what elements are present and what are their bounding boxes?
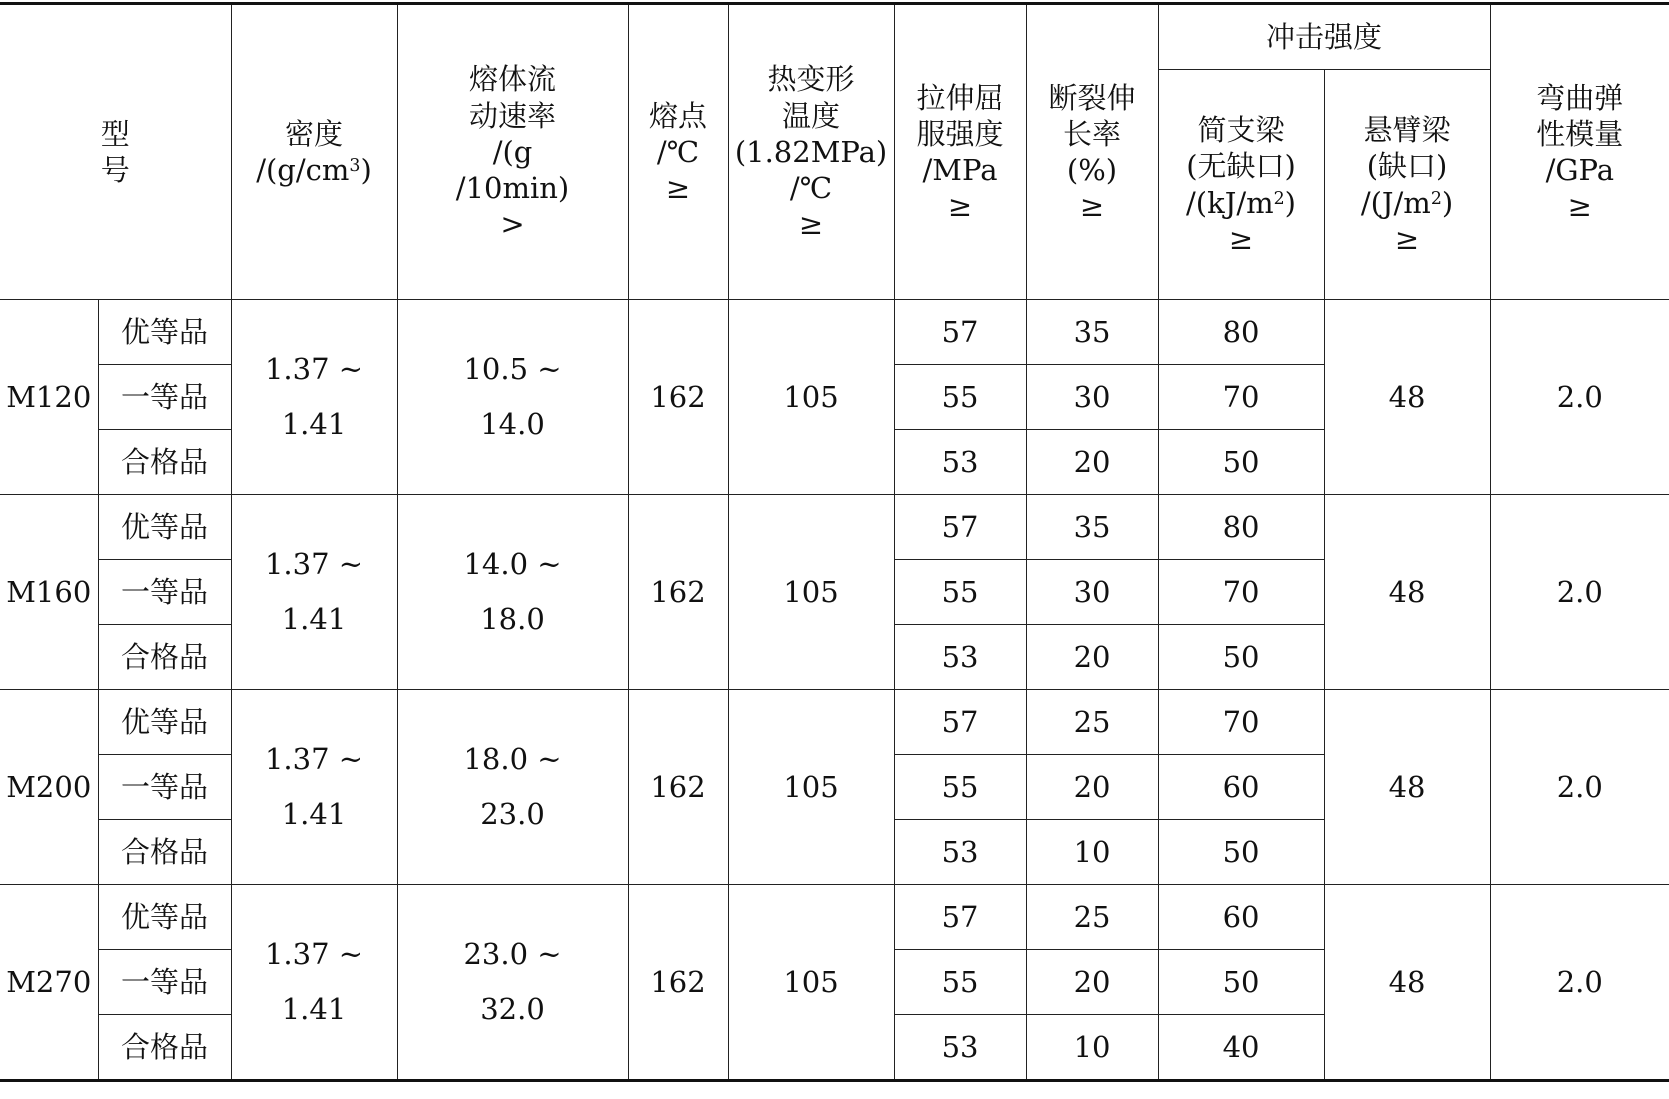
tensile-value: 57 bbox=[894, 690, 1026, 755]
heat-deflection-value: 105 bbox=[728, 885, 894, 1081]
table-row bbox=[0, 300, 1669, 365]
header-tensile-yield: 拉伸屈 服强度 /MPa ≥ bbox=[894, 4, 1026, 300]
charpy-value: 80 bbox=[1158, 495, 1324, 560]
elongation-value: 20 bbox=[1026, 755, 1158, 820]
grade-label: 优等品 bbox=[98, 300, 231, 365]
melting-point-value: 162 bbox=[628, 690, 728, 885]
charpy-value: 50 bbox=[1158, 430, 1324, 495]
elongation-value: 30 bbox=[1026, 560, 1158, 625]
heat-deflection-value: 105 bbox=[728, 300, 894, 495]
grade-label: 优等品 bbox=[98, 885, 231, 950]
izod-value: 48 bbox=[1324, 300, 1490, 495]
tensile-value: 55 bbox=[894, 950, 1026, 1015]
charpy-value: 60 bbox=[1158, 755, 1324, 820]
tensile-value: 57 bbox=[894, 300, 1026, 365]
header-melting-point: 熔点 /℃ ≥ bbox=[628, 4, 728, 300]
melt-flow-value: 23.0 ~ 32.0 bbox=[397, 885, 628, 1081]
model-name: M200 bbox=[0, 690, 98, 885]
density-value: 1.37 ~ 1.41 bbox=[231, 495, 397, 690]
flexural-modulus-value: 2.0 bbox=[1490, 495, 1669, 690]
density-value: 1.37 ~ 1.41 bbox=[231, 885, 397, 1081]
izod-value: 48 bbox=[1324, 495, 1490, 690]
spec-table bbox=[0, 2, 1669, 1082]
header-impact-strength: 冲击强度 bbox=[1158, 4, 1490, 70]
grade-label: 优等品 bbox=[98, 690, 231, 755]
elongation-value: 20 bbox=[1026, 950, 1158, 1015]
table-body bbox=[0, 300, 1669, 1081]
elongation-value: 35 bbox=[1026, 300, 1158, 365]
charpy-value: 70 bbox=[1158, 690, 1324, 755]
header-charpy: 简支梁 (无缺口) $/(kJ/m^2)$ ≥ bbox=[1158, 70, 1324, 300]
elongation-value: 20 bbox=[1026, 625, 1158, 690]
charpy-value: 50 bbox=[1158, 625, 1324, 690]
melt-flow-value: 18.0 ~ 23.0 bbox=[397, 690, 628, 885]
density-value: 1.37 ~ 1.41 bbox=[231, 300, 397, 495]
grade-label: 一等品 bbox=[98, 755, 231, 820]
tensile-value: 55 bbox=[894, 755, 1026, 820]
melting-point-value: 162 bbox=[628, 885, 728, 1081]
tensile-value: 55 bbox=[894, 560, 1026, 625]
grade-label: 合格品 bbox=[98, 430, 231, 495]
heat-deflection-value: 105 bbox=[728, 690, 894, 885]
melting-point-value: 162 bbox=[628, 300, 728, 495]
elongation-value: 10 bbox=[1026, 820, 1158, 885]
model-name: M120 bbox=[0, 300, 98, 495]
izod-value: 48 bbox=[1324, 885, 1490, 1081]
flexural-modulus-value: 2.0 bbox=[1490, 885, 1669, 1081]
charpy-value: 40 bbox=[1158, 1015, 1324, 1081]
charpy-value: 60 bbox=[1158, 885, 1324, 950]
tensile-value: 57 bbox=[894, 885, 1026, 950]
model-name: M270 bbox=[0, 885, 98, 1081]
model-name: M160 bbox=[0, 495, 98, 690]
elongation-value: 20 bbox=[1026, 430, 1158, 495]
tensile-value: 53 bbox=[894, 1015, 1026, 1081]
table-row bbox=[0, 495, 1669, 560]
elongation-value: 25 bbox=[1026, 690, 1158, 755]
grade-label: 一等品 bbox=[98, 950, 231, 1015]
charpy-value: 50 bbox=[1158, 950, 1324, 1015]
header-heat-deflection: 热变形 温度 (1.82MPa) /℃ ≥ bbox=[728, 4, 894, 300]
melting-point-value: 162 bbox=[628, 495, 728, 690]
flexural-modulus-value: 2.0 bbox=[1490, 690, 1669, 885]
charpy-value: 50 bbox=[1158, 820, 1324, 885]
header-izod: 悬臂梁 (缺口) $/(J/m^2)$ ≥ bbox=[1324, 70, 1490, 300]
elongation-value: 25 bbox=[1026, 885, 1158, 950]
melt-flow-value: 10.5 ~ 14.0 bbox=[397, 300, 628, 495]
grade-label: 合格品 bbox=[98, 625, 231, 690]
header-type: 型号 bbox=[0, 4, 231, 300]
tensile-value: 55 bbox=[894, 365, 1026, 430]
grade-label: 一等品 bbox=[98, 365, 231, 430]
elongation-value: 30 bbox=[1026, 365, 1158, 430]
heat-deflection-value: 105 bbox=[728, 495, 894, 690]
tensile-value: 53 bbox=[894, 430, 1026, 495]
grade-label: 一等品 bbox=[98, 560, 231, 625]
header-elongation: 断裂伸 长率 (%) ≥ bbox=[1026, 4, 1158, 300]
grade-label: 合格品 bbox=[98, 1015, 231, 1081]
melt-flow-value: 14.0 ~ 18.0 bbox=[397, 495, 628, 690]
header-melt-flow-rate: 熔体流 动速率 /(g /10min) > bbox=[397, 4, 628, 300]
header-flexural-modulus: 弯曲弹 性模量 /GPa ≥ bbox=[1490, 4, 1669, 300]
table-row bbox=[0, 885, 1669, 950]
charpy-value: 70 bbox=[1158, 560, 1324, 625]
flexural-modulus-value: 2.0 bbox=[1490, 300, 1669, 495]
tensile-value: 57 bbox=[894, 495, 1026, 560]
elongation-value: 10 bbox=[1026, 1015, 1158, 1081]
elongation-value: 35 bbox=[1026, 495, 1158, 560]
header-density: 密度 $/(g/cm^3)$ bbox=[231, 4, 397, 300]
tensile-value: 53 bbox=[894, 625, 1026, 690]
charpy-value: 80 bbox=[1158, 300, 1324, 365]
grade-label: 优等品 bbox=[98, 495, 231, 560]
density-value: 1.37 ~ 1.41 bbox=[231, 690, 397, 885]
tensile-value: 53 bbox=[894, 820, 1026, 885]
table-row bbox=[0, 690, 1669, 755]
izod-value: 48 bbox=[1324, 690, 1490, 885]
grade-label: 合格品 bbox=[98, 820, 231, 885]
charpy-value: 70 bbox=[1158, 365, 1324, 430]
